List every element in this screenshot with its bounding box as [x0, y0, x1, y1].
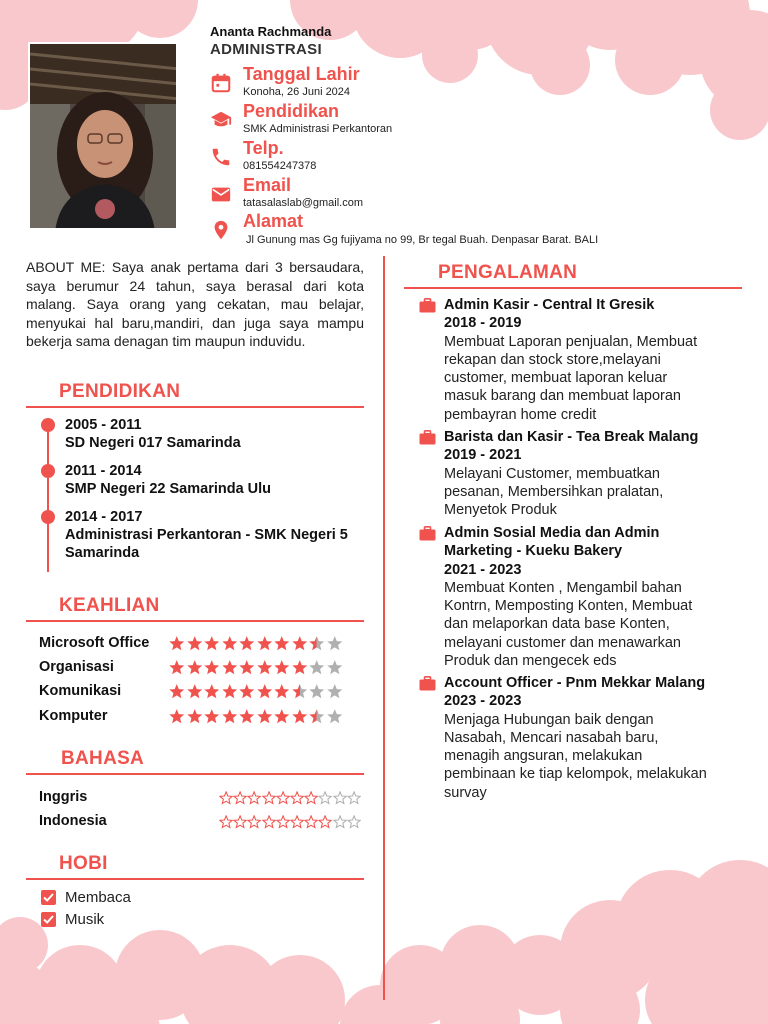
contact-value: Jl Gunung mas Gg fujiyama no 99, Br tegal Buah. Denpasar Barat. BALI	[246, 234, 599, 246]
checkbox-icon	[41, 890, 56, 905]
education-years: 2014 - 2017	[65, 509, 143, 525]
rating-star-icon	[247, 815, 261, 829]
rating-star-icon	[291, 659, 309, 676]
skill-name: Komputer	[39, 708, 108, 724]
education-underline	[26, 406, 364, 408]
rating-star-icon	[238, 708, 256, 725]
experience-desc-line: masuk barang dan membuat laporan	[444, 388, 681, 405]
experience-desc-line: Menjaga Hubungan baik dengan	[444, 711, 654, 728]
experience-item	[444, 428, 744, 519]
rating-star-icon	[186, 659, 204, 676]
contact-value: Konoha, 26 Juni 2024	[243, 86, 351, 98]
person-name: Ananta Rachmanda	[210, 24, 332, 39]
rating-star-icon	[247, 791, 261, 805]
rating-star-icon	[291, 683, 309, 700]
rating-star-icon	[256, 708, 274, 725]
experience-item	[444, 674, 744, 802]
skill-rating	[168, 659, 343, 676]
contact-value: SMK Administrasi Perkantoran	[243, 123, 393, 135]
skill-rating	[168, 683, 343, 700]
experience-desc-line: Nasabah, Mencari nasabah baru,	[444, 729, 659, 746]
experience-desc-line: melayani customer dan menawarkan	[444, 634, 681, 651]
skills-title: KEAHLIAN	[59, 595, 160, 616]
hobby-item: Musik	[65, 911, 105, 928]
rating-star-icon	[203, 683, 221, 700]
rating-star-icon	[233, 815, 247, 829]
about-me-text: ABOUT ME: Saya anak pertama dari 3 bersaudara, saya berumur 24 tahun, saya berasal dari kota malang. Saya orang yang cekatan, mau belajar, menyukai hal baru,mandiri, dan juga saya mampu bekerja sama denagan tim maupun induvidu.	[26, 259, 364, 349]
rating-star-icon	[308, 683, 326, 700]
rating-star-icon	[203, 708, 221, 725]
checkbox-icon	[41, 912, 56, 927]
rating-star-icon	[273, 683, 291, 700]
timeline-dot	[41, 510, 55, 524]
rating-star-icon	[318, 815, 332, 829]
rating-star-icon	[168, 659, 186, 676]
contact-title: Pendidikan	[243, 101, 340, 121]
phone-icon	[210, 146, 232, 168]
rating-star-icon	[347, 791, 361, 805]
education-years: 2011 - 2014	[65, 463, 142, 479]
experience-desc-line: pembinaan ke tiap kelompok, melakukan	[444, 766, 707, 783]
rating-star-icon	[203, 659, 221, 676]
experience-desc-line: Kontrn, Memposting Konten, Membuat	[444, 598, 693, 615]
skill-rating	[168, 708, 343, 725]
contact-title: Telp.	[243, 138, 284, 158]
rating-star-icon	[304, 815, 318, 829]
rating-star-icon	[326, 659, 344, 676]
rating-star-icon	[168, 708, 186, 725]
rating-star-icon	[186, 708, 204, 725]
contact-title: Email	[243, 175, 292, 195]
rating-star-icon	[262, 791, 276, 805]
experience-item	[444, 296, 744, 424]
rating-star-icon	[291, 635, 309, 652]
rating-star-icon	[168, 683, 186, 700]
languages-underline	[26, 773, 364, 775]
rating-star-icon	[308, 635, 326, 652]
rating-star-icon	[221, 683, 239, 700]
experience-years: 2018 - 2019	[444, 315, 522, 332]
rating-star-icon	[256, 683, 274, 700]
location-pin-icon	[210, 219, 232, 241]
rating-star-icon	[326, 635, 344, 652]
skill-name: Komunikasi	[39, 683, 122, 699]
experience-desc-line: dan melaporkan data base Konten,	[444, 616, 670, 633]
skill-rating	[168, 635, 343, 652]
contact-title: Alamat	[243, 211, 304, 231]
email-icon	[210, 183, 232, 205]
education-item	[65, 508, 363, 562]
rating-star-icon	[262, 815, 276, 829]
rating-star-icon	[326, 708, 344, 725]
graduation-cap-icon	[210, 109, 232, 131]
experience-desc-line: survay	[444, 784, 487, 801]
rating-star-icon	[347, 815, 361, 829]
experience-desc-line: pesanan, Membersihkan pralatan,	[444, 483, 664, 500]
skill-name: Microsoft Office	[39, 635, 150, 651]
timeline-dot	[41, 418, 55, 432]
contact-title: Tanggal Lahir	[243, 64, 360, 84]
contact-value: tatasalaslab@gmail.com	[243, 197, 363, 209]
experience-desc-line: customer, membuat laporan keluar	[444, 370, 668, 387]
rating-star-icon	[186, 635, 204, 652]
contact-value: 081554247378	[243, 160, 317, 172]
experience-years: 2023 - 2023	[444, 693, 522, 710]
hobby-item: Membaca	[65, 889, 131, 906]
rating-star-icon	[276, 791, 290, 805]
rating-star-icon	[238, 683, 256, 700]
education-item	[65, 416, 365, 452]
rating-star-icon	[203, 635, 221, 652]
briefcase-icon	[419, 526, 436, 541]
rating-star-icon	[186, 683, 204, 700]
rating-star-icon	[304, 791, 318, 805]
education-timeline	[47, 420, 49, 572]
timeline-dot	[41, 464, 55, 478]
experience-underline	[404, 287, 742, 289]
rating-star-icon	[333, 791, 347, 805]
language-rating	[219, 791, 361, 805]
rating-star-icon	[318, 791, 332, 805]
briefcase-icon	[419, 676, 436, 691]
profile-photo	[28, 42, 178, 230]
rating-star-icon	[273, 708, 291, 725]
rating-star-icon	[308, 659, 326, 676]
experience-desc-line: Membuat Konten , Mengambil bahan	[444, 579, 682, 596]
education-school: SD Negeri 017 Samarinda	[65, 435, 241, 451]
education-item	[65, 462, 365, 498]
rating-star-icon	[238, 659, 256, 676]
briefcase-icon	[419, 298, 436, 313]
rating-star-icon	[168, 635, 186, 652]
person-role: ADMINISTRASI	[210, 41, 322, 58]
experience-role: Barista dan Kasir - Tea Break Malang	[444, 429, 699, 445]
rating-star-icon	[291, 708, 309, 725]
experience-role: Account Officer - Pnm Mekkar Malang	[444, 675, 706, 691]
rating-star-icon	[233, 791, 247, 805]
experience-desc-line: rekapan dan stock store,melayani	[444, 351, 661, 368]
experience-desc-line: Menyetok Produk	[444, 502, 557, 519]
hobbies-underline	[26, 878, 364, 880]
experience-desc-line: pembayran home credit	[444, 406, 597, 423]
rating-star-icon	[326, 683, 344, 700]
rating-star-icon	[333, 815, 347, 829]
rating-star-icon	[219, 791, 233, 805]
experience-role: Admin Sosial Media dan Admin Marketing - Kueku Bakery	[444, 525, 660, 560]
rating-star-icon	[290, 791, 304, 805]
rating-star-icon	[221, 708, 239, 725]
experience-title: PENGALAMAN	[438, 262, 578, 283]
experience-years: 2021 - 2023	[444, 561, 522, 578]
education-school: Administrasi Perkantoran - SMK Negeri 5 Samarinda	[65, 527, 348, 561]
language-name: Inggris	[39, 789, 88, 805]
experience-desc-line: Membuat Laporan penjualan, Membuat	[444, 333, 698, 350]
rating-star-icon	[221, 659, 239, 676]
rating-star-icon	[221, 635, 239, 652]
skills-underline	[26, 620, 364, 622]
experience-years: 2019 - 2021	[444, 447, 522, 464]
rating-star-icon	[256, 635, 274, 652]
rating-star-icon	[308, 708, 326, 725]
briefcase-icon	[419, 430, 436, 445]
experience-item	[444, 524, 744, 670]
rating-star-icon	[276, 815, 290, 829]
rating-star-icon	[256, 659, 274, 676]
education-years: 2005 - 2011	[65, 417, 142, 433]
calendar-icon	[210, 72, 232, 94]
rating-star-icon	[290, 815, 304, 829]
education-school: SMP Negeri 22 Samarinda Ulu	[65, 481, 272, 497]
experience-desc-line: Produk dan mengecek eds	[444, 653, 617, 670]
hobbies-title: HOBI	[59, 853, 108, 874]
experience-desc-line: menagih angsuran, melakukan	[444, 748, 643, 765]
rating-star-icon	[238, 635, 256, 652]
experience-role: Admin Kasir - Central It Gresik	[444, 297, 655, 313]
language-rating	[219, 815, 361, 829]
language-name: Indonesia	[39, 813, 107, 829]
rating-star-icon	[273, 659, 291, 676]
column-divider	[383, 256, 385, 1000]
languages-title: BAHASA	[61, 748, 145, 769]
education-title: PENDIDIKAN	[59, 381, 181, 402]
experience-desc-line: Melayani Customer, membuatkan	[444, 465, 660, 482]
rating-star-icon	[273, 635, 291, 652]
skill-name: Organisasi	[39, 659, 114, 675]
rating-star-icon	[219, 815, 233, 829]
